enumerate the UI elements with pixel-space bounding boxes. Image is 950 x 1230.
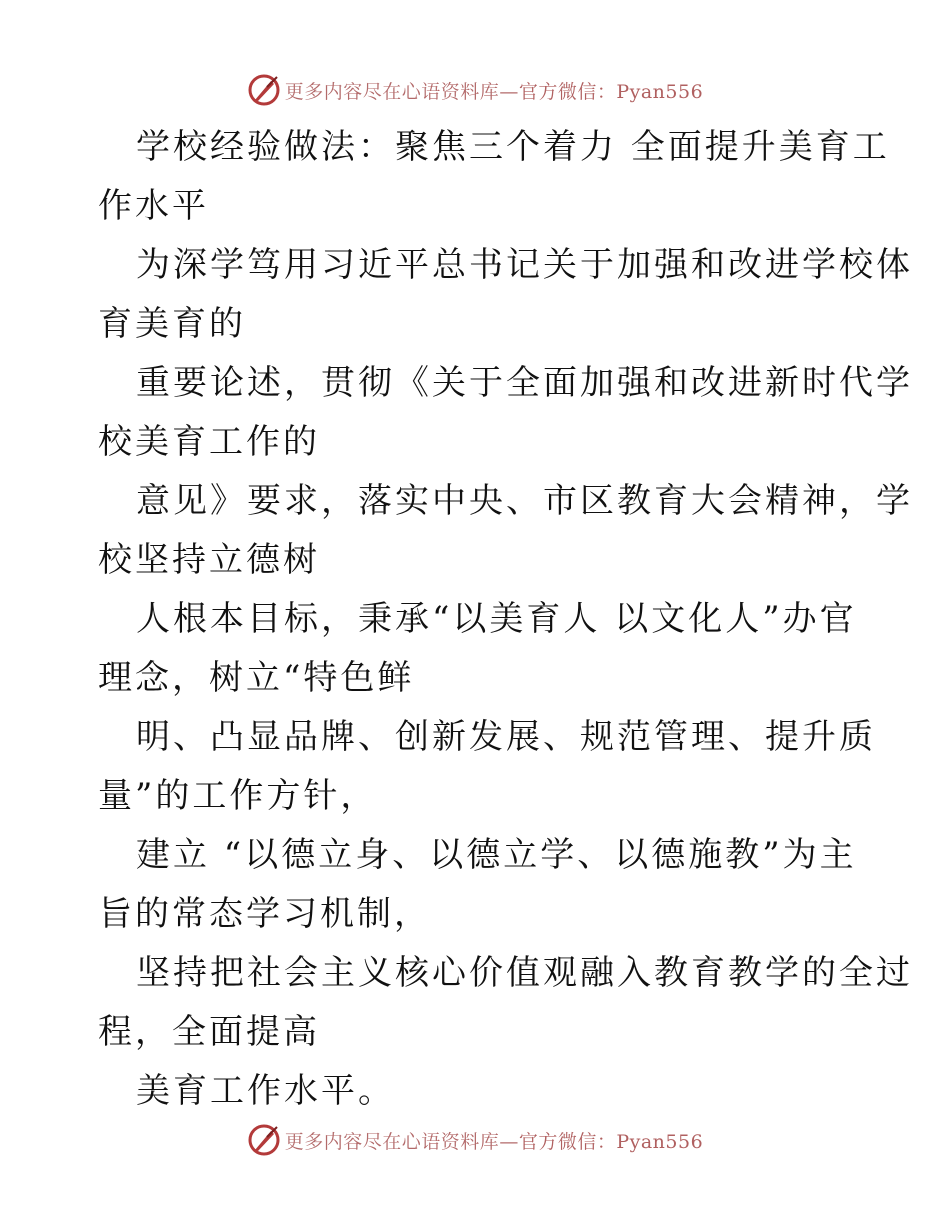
banner-wechat-label: 官方微信： [518, 80, 617, 103]
paragraph-line: 校美育工作的 [98, 422, 320, 462]
paragraph-line: 明、凸显品牌、创新发展、规范管理、提升质 [136, 717, 876, 757]
paragraph-line: 校坚持立德树 [98, 540, 320, 580]
paragraph-line: 意见》要求，落实中央、市区教育大会精神，学 [136, 481, 913, 521]
document-body [98, 118, 913, 1121]
paragraph-line: 旨的常态学习机制， [98, 894, 431, 934]
quill-logo-icon [247, 73, 281, 107]
document-title-cont: 作水平 [98, 186, 209, 226]
paragraph-line: 量”的工作方针， [98, 776, 378, 816]
footer-banner [0, 1120, 950, 1160]
banner-wechat-id: Pyan556 [616, 80, 704, 103]
paragraph-line: 人根本目标，秉承“以美育人 以文化人”办官 [136, 599, 857, 639]
document-title: 学校经验做法：聚焦三个着力 全面提升美育工 [136, 127, 890, 167]
banner-wechat-id: Pyan556 [616, 1130, 704, 1153]
paragraph-line: 坚持把社会主义核心价值观融入教育教学的全过 [136, 953, 913, 993]
paragraph-line: 育美育的 [98, 304, 246, 344]
paragraph-line: 程，全面提高 [98, 1012, 320, 1052]
banner-dash: — [499, 1130, 519, 1153]
paragraph-line: 为深学笃用习近平总书记关于加强和改进学校体 [136, 245, 913, 285]
banner-dash: — [499, 80, 519, 103]
paragraph-line: 建立 “以德立身、以德立学、以德施教”为主 [136, 835, 857, 875]
banner-wechat-label: 官方微信： [518, 1130, 617, 1153]
quill-logo-icon [247, 1123, 281, 1157]
paragraph-line: 理念，树立“特色鲜 [98, 658, 415, 698]
banner-text [285, 77, 703, 104]
banner-text [285, 1127, 703, 1154]
header-banner [0, 70, 950, 110]
banner-main-text: 更多内容尽在心语资料库 [284, 80, 500, 103]
paragraph-line: 重要论述，贯彻《关于全面加强和改进新时代学 [136, 363, 913, 403]
banner-main-text: 更多内容尽在心语资料库 [284, 1130, 500, 1153]
paragraph-line: 美育工作水平。 [136, 1071, 395, 1111]
